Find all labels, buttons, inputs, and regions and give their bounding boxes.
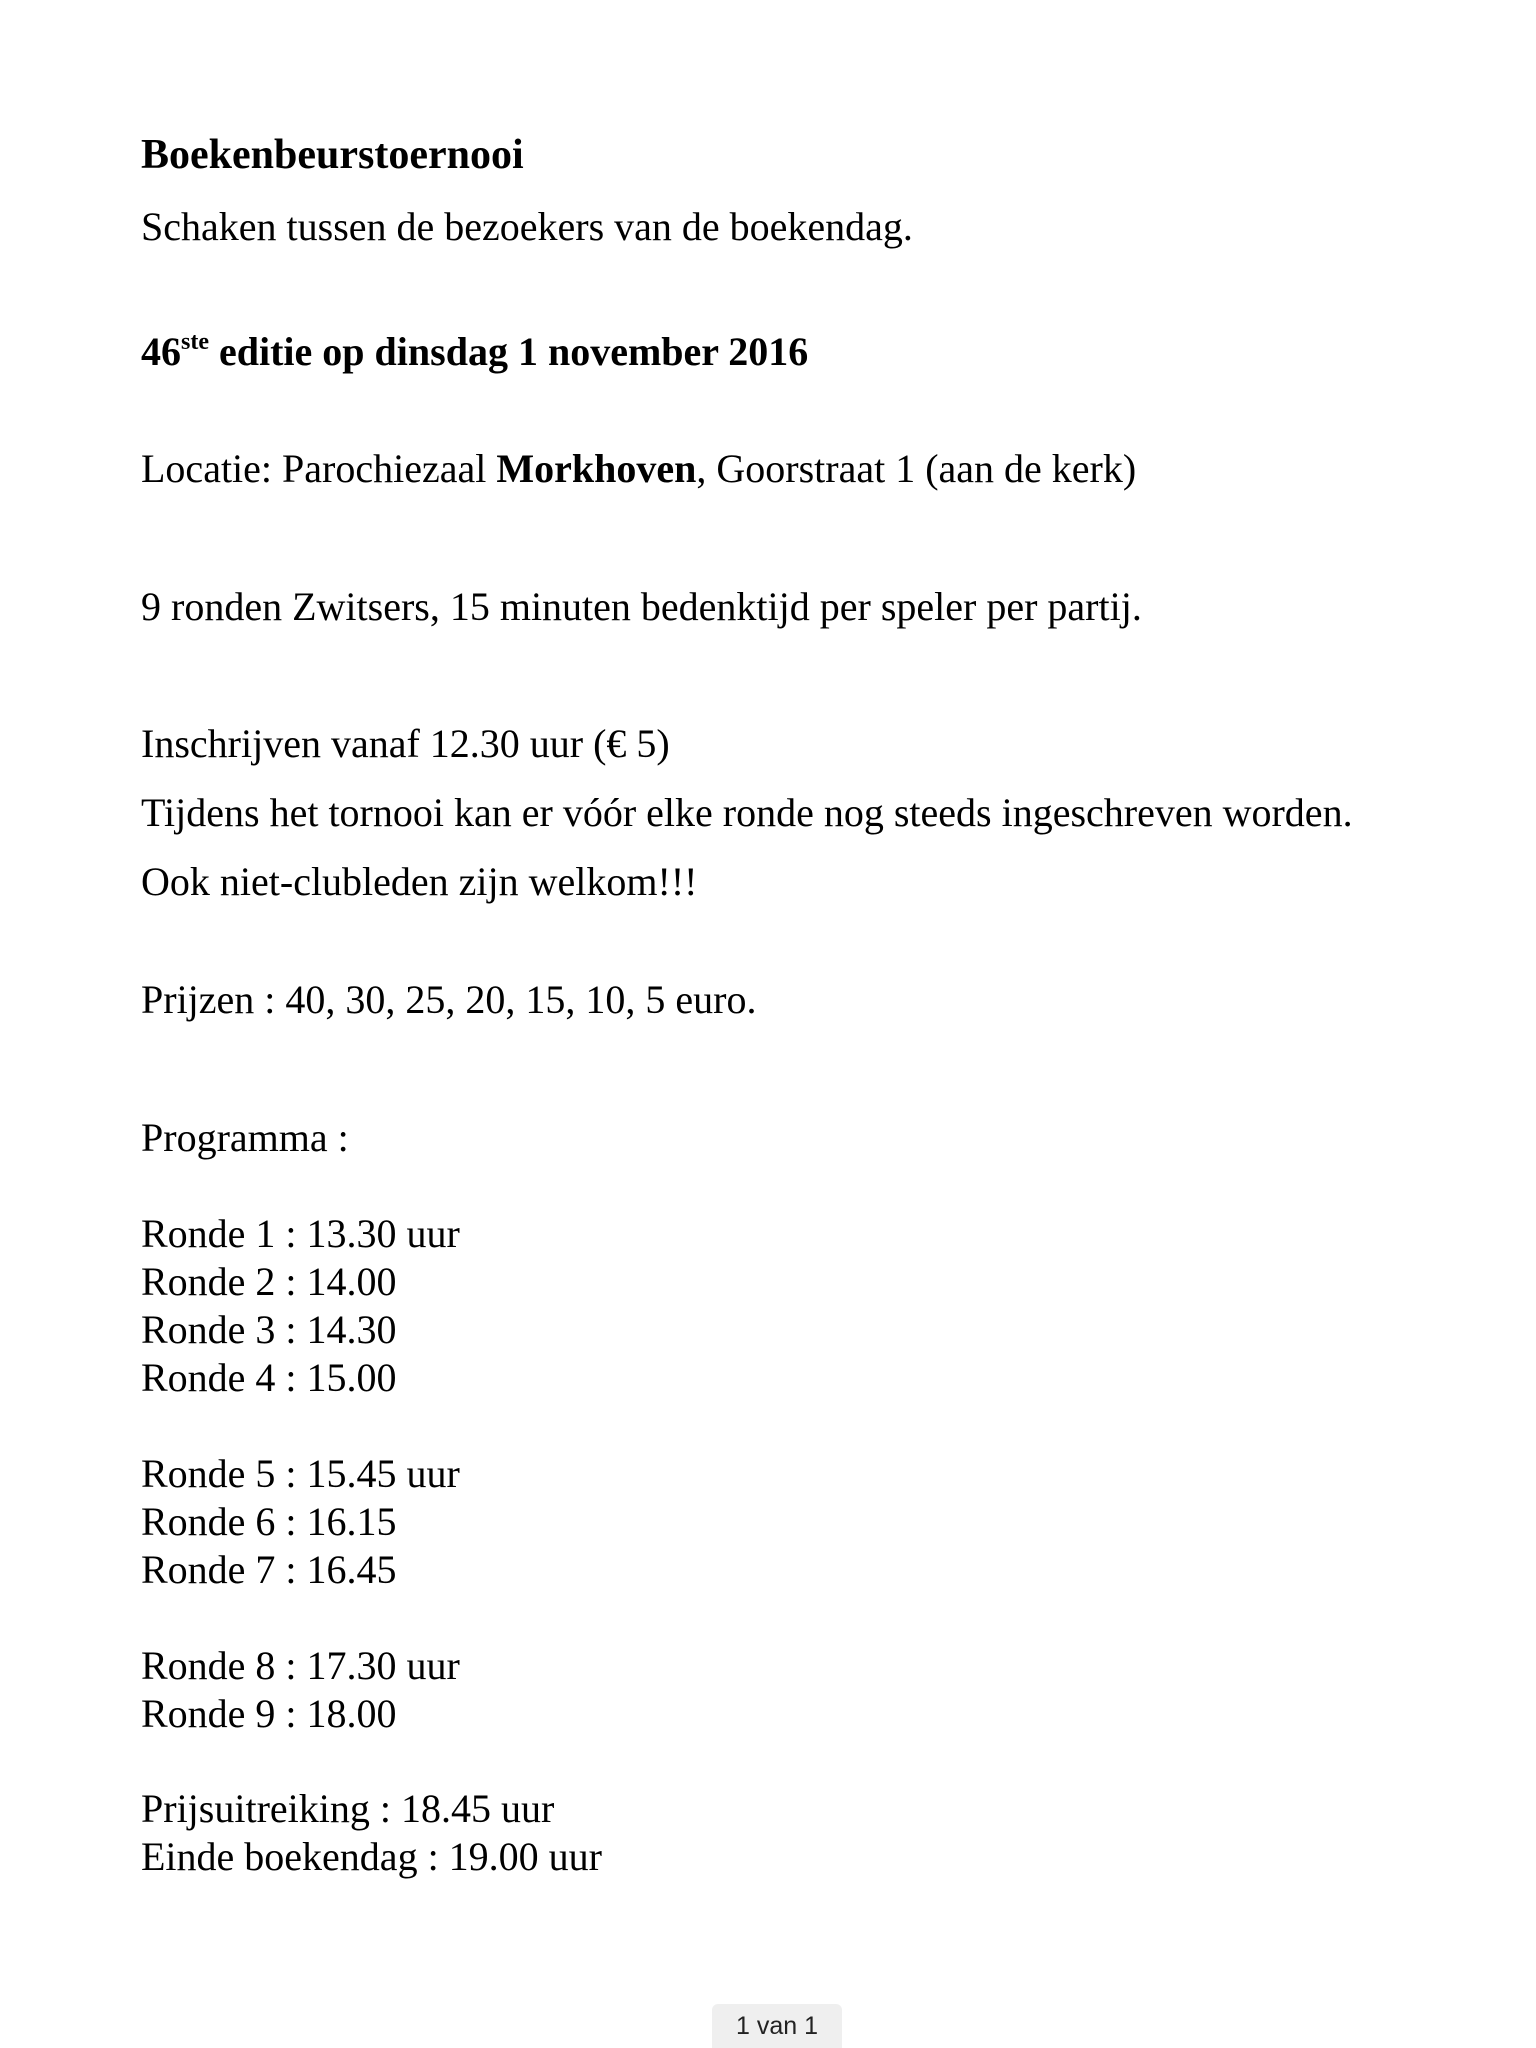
round-7: Ronde 7 : 16.45 <box>141 1547 397 1592</box>
program-heading: Programma : <box>141 1115 349 1160</box>
round-3: Ronde 3 : 14.30 <box>141 1307 397 1352</box>
location-suffix: , Goorstraat 1 (aan de kerk) <box>696 446 1137 491</box>
prize-ceremony: Prijsuitreiking : 18.45 uur <box>141 1786 555 1831</box>
edition-ordinal-suffix: ste <box>181 328 209 355</box>
location-place: Morkhoven <box>496 446 697 491</box>
location-prefix: Locatie: Parochiezaal <box>141 446 497 491</box>
round-5: Ronde 5 : 15.45 uur <box>141 1451 460 1496</box>
round-4: Ronde 4 : 15.00 <box>141 1355 397 1400</box>
registration-line-1: Inschrijven vanaf 12.30 uur (€ 5) <box>141 721 670 766</box>
end-of-day: Einde boekendag : 19.00 uur <box>141 1834 602 1879</box>
round-1: Ronde 1 : 13.30 uur <box>141 1211 460 1256</box>
round-9: Ronde 9 : 18.00 <box>141 1691 397 1736</box>
document-subtitle: Schaken tussen de bezoekers van de boekendag. <box>141 204 913 249</box>
document-title: Boekenbeurstoernooi <box>141 132 524 178</box>
round-2: Ronde 2 : 14.00 <box>141 1259 397 1304</box>
location-line <box>141 445 1136 493</box>
registration-line-3: Ook niet-clubleden zijn welkom!!! <box>141 859 698 904</box>
edition-line <box>141 328 808 376</box>
prizes-line: Prijzen : 40, 30, 25, 20, 15, 10, 5 euro. <box>141 977 757 1022</box>
registration-line-2: Tijdens het tornooi kan er vóór elke ronde nog steeds ingeschreven worden. <box>141 790 1353 835</box>
edition-text: editie op dinsdag 1 november 2016 <box>208 329 809 374</box>
page-indicator: 1 van 1 <box>712 2004 842 2048</box>
edition-number: 46 <box>141 329 181 374</box>
round-8: Ronde 8 : 17.30 uur <box>141 1643 460 1688</box>
round-6: Ronde 6 : 16.15 <box>141 1499 397 1544</box>
tournament-format: 9 ronden Zwitsers, 15 minuten bedenktijd per speler per partij. <box>141 584 1142 629</box>
